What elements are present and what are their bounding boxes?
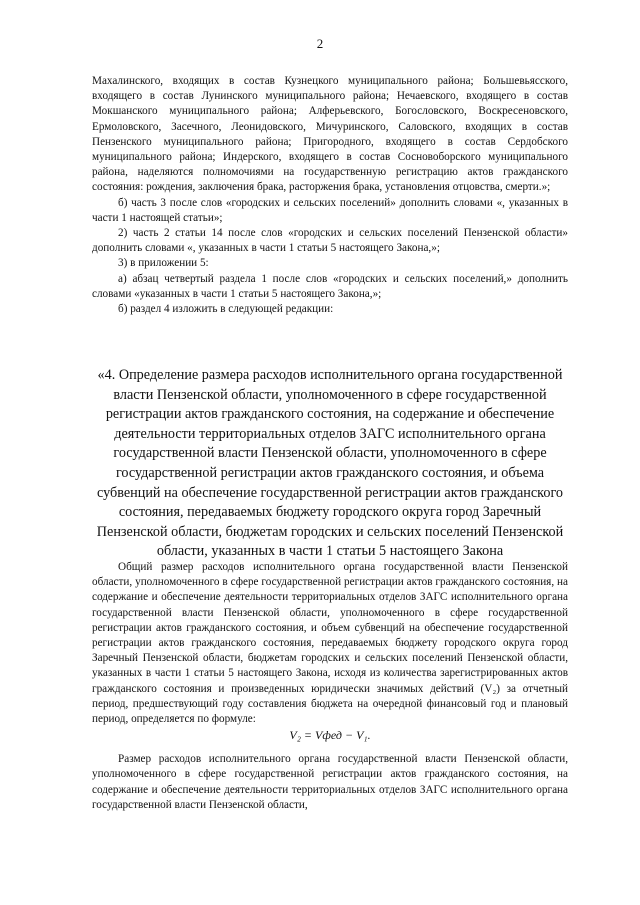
intro-paragraph: б) раздел 4 изложить в следующей редакции: [118, 303, 334, 316]
intro-paragraph: а) абзац четвертый раздела 1 после слов «городских и сельских поселений,» дополнить словами «указанных в части 1 статьи 5 настоящего Закона,»; [92, 272, 568, 300]
intro-block [92, 74, 568, 317]
body-block [92, 560, 568, 813]
intro-paragraph: б) часть 3 после слов «городских и сельских поселений» дополнить словами «, указанных в части 1 настоящей статьи»; [92, 196, 568, 224]
body-paragraph: Размер расходов исполнительного органа государственной власти Пензенской области, уполномоченного в сфере государственной регистрации актов гражданского состояния, на содержание и обеспечение деятельности территориальных отделов ЗАГС исполнительного органа государственной власти Пензенской области, [92, 753, 568, 811]
section-heading: «4. Определение размера расходов исполнительного органа государственной власти Пензенской области, уполномоченного в сфере государственной регистрации актов гражданского состояния, на содержание и обеспечение деятельности территориальных отделов ЗАГС исполнительного органа государственной власти Пензенской области, уполномоченного в сфере государственной регистрации актов гражданского состояния, и объема субвенций на обеспечение государственной регистрации актов гражданского состояния, передаваемых бюджету городского округа город Заречный Пензенской области, бюджетам городских и сельских поселений Пензенской области, указанных в части 1 статьи 5 настоящего Закона [96, 367, 564, 560]
formula: V₂ = Vфед − V₁. [289, 728, 371, 743]
intro-paragraph: 2) часть 2 статьи 14 после слов «городских и сельских поселений Пензенской области» дополнить словами «, указанных в части 1 статьи 5 настоящего Закона,»; [92, 227, 568, 255]
body-paragraph: Общий размер расходов исполнительного органа государственной власти Пензенской области, уполномоченного в сфере государственной регистрации актов гражданского состояния, на содержание и обеспечение деятельности территориальных отделов ЗАГС исполнительного органа государственной власти Пензенской области, уполномоченного в сфере государственной регистрации актов гражданского состояния, и объем субвенций на обеспечение государственной регистрации актов гражданского состояния, передаваемых бюджету городского округа город Заречный Пензенской области, бюджетам городских и сельских поселений Пензенской области, указанных в части 1 статьи 5 настоящего Закона, исходя из количества зарегистрированных актов гражданского состояния и произведенных юридически значимых действий (V₂) за отчетный период, предшествующий году составления бюджета на очередной финансовый год и плановый период, определяется по формуле: [92, 561, 568, 726]
page-number: 2 [316, 36, 324, 51]
section-heading-block [86, 366, 574, 562]
intro-paragraph: Махалинского, входящих в состав Кузнецкого муниципального района; Большевьясского, входящего в состав Лунинского муниципального района; Нечаевского, входящего в состав Мокшанского муниципального района; Алферьевского, Богословского, Воскресеновского, Ермоловского, Засечного, Леонидовского, Мичуринского, Саловского, входящих в состав Пензенского муниципального района; Пригородного, входящего в состав Сердобского муниципального района; Индерского, входящего в состав Сосновоборского муниципального района, наделяются полномочиями на государственную регистрацию актов гражданского состояния: рождения, заключения брака, расторжения брака, установления отцовства, смерти.»; [92, 75, 568, 194]
intro-paragraph: 3) в приложении 5: [118, 257, 209, 270]
